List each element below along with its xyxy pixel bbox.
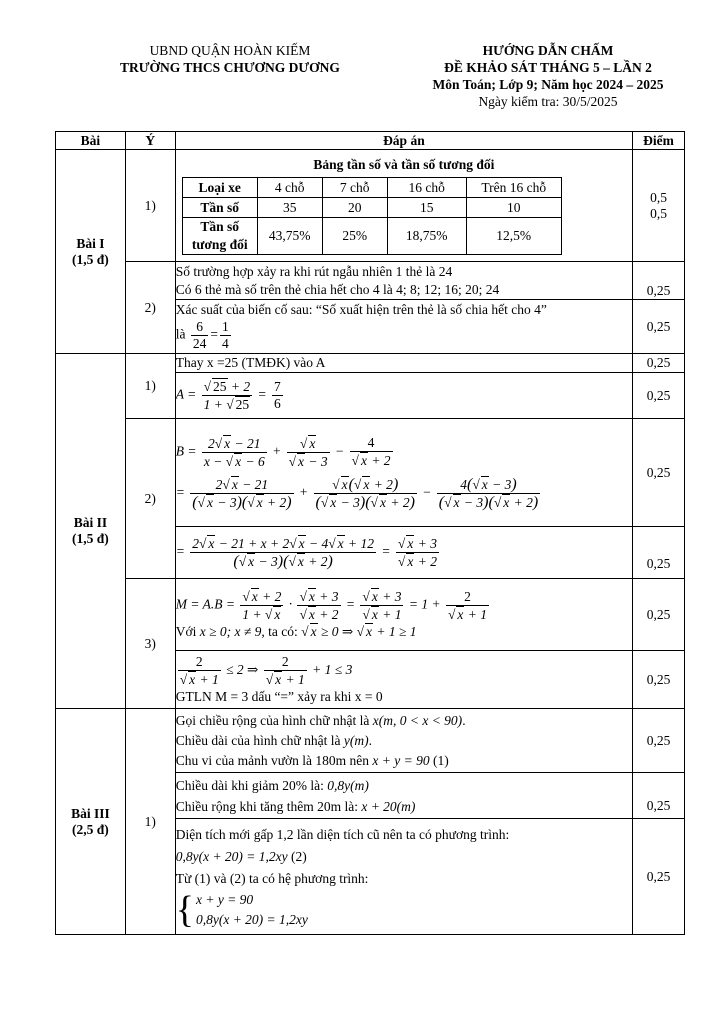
bai2-y1a-content: Thay x =25 (TMĐK) vào A (175, 354, 632, 373)
bai1-points: (1,5 đ) (72, 251, 109, 267)
bai2-y2a-score: 0,25 (633, 419, 685, 527)
bai3-a-content: Gọi chiều rộng của hình chữ nhật là x(m, 0 < x < 90). Chiều dài của hình chữ nhật là y(m). Chu vi của mảnh vườn là 180m nên x + y = 90 (1) (175, 709, 632, 773)
bai1-y2b-score: 0,25 (633, 300, 685, 354)
bai3-points: (2,5 đ) (72, 821, 109, 837)
text: Chiều rộng khi tăng thêm 20m là: (175, 798, 358, 814)
freq-row (182, 197, 561, 217)
text-line: Số trường hợp xảy ra khi rút ngẫu nhiên 1 thẻ là 24 (175, 263, 453, 279)
freq-v1: 20 (322, 197, 387, 217)
freq-v3: 10 (466, 197, 561, 217)
bai1-y1-score (633, 150, 685, 262)
col-bai: Bài (56, 132, 126, 150)
col-diem: Điểm (633, 132, 685, 150)
text-line: Diện tích mới gấp 1,2 lần diện tích cũ nên ta có phương trình: (175, 826, 510, 842)
table-header-row (56, 132, 685, 150)
col-y: Ý (125, 132, 175, 150)
score: 0,5 (650, 205, 667, 221)
text: Chiều dài khi giảm 20% là: (175, 777, 324, 793)
bai2-y1a-row (56, 354, 685, 373)
bai1-label: Bài I (76, 235, 105, 251)
bai3-label: Bài III (71, 805, 110, 821)
bai3-y1: 1) (125, 709, 175, 935)
bai1-y1-row (56, 150, 685, 262)
freq-h3: 16 chỗ (387, 177, 466, 197)
probability-formula: là $\frac{6}{24}$ = $\frac{1}{4}$ (175, 319, 229, 351)
bai2-y3a-formula: M = A.B = $\frac{√ x + 2}{1 + √ x}$ · $\frac{√ x + 3}{√ x + 2}$ = $\frac{√ x + 3}{√ x + 1}$ = 1 + $\frac{2}{√ x + 1}$ Với x ≥ 0; x ≠ 9, ta có: √ x ≥ 0 ⇒ √ x + 1 ≥ 1 (175, 579, 632, 651)
fraction: $\frac{1}{4}$ (221, 319, 229, 351)
freq-v0: 35 (257, 197, 322, 217)
text-line: GTLN M = 3 dấu “=” xảy ra khi x = 0 (175, 688, 383, 704)
exam-date: Ngày kiểm tra: 30/5/2025 (478, 94, 618, 109)
col-dap-an: Đáp án (175, 132, 632, 150)
bai3-c-score: 0,25 (633, 819, 685, 935)
bai2-y1a-score: 0,25 (633, 354, 685, 373)
bai2-y3b-content: $\frac{2}{√ x + 1}$ ≤ 2 ⇒ $\frac{2}{√ x + 1}$ + 1 ≤ 3 GTLN M = 3 dấu “=” xảy ra khi x = 0 (175, 651, 632, 709)
rel-v2: 18,75% (387, 217, 466, 254)
freq-row-label: Tần số (182, 197, 257, 217)
doc-title: HƯỚNG DẪN CHẤM (482, 43, 614, 58)
bai1-label-cell (56, 150, 126, 354)
bai2-y1b-formula: A = $\frac{√ 25 + 2}{1 + √ 25}$ = $\frac{7}{6}$ (175, 373, 632, 419)
bai2-y3b-score: 0,25 (633, 651, 685, 709)
bai2-y1b-score: 0,25 (633, 373, 685, 419)
bai3-a-row (56, 709, 685, 773)
bai2-y2b-score: 0,25 (633, 527, 685, 579)
text: Với (175, 624, 197, 639)
text-line: Từ (1) và (2) ta có hệ phương trình: (175, 870, 369, 886)
answer-table (55, 131, 685, 935)
freq-table-title: Bảng tần số và tần số tương đối (313, 156, 495, 172)
freq-h4: Trên 16 chỗ (466, 177, 561, 197)
freq-h1: 4 chỗ (257, 177, 322, 197)
district-name: UBND QUẬN HOÀN KIẾM (149, 43, 311, 58)
text: là (175, 326, 186, 342)
text-line: Xác suất của biến cố sau: “Số xuất hiện trên thẻ là số chia hết cho 4” (175, 302, 547, 317)
text: , ta có: (261, 624, 298, 639)
rel-row-label: Tần số tương đối (182, 217, 257, 254)
bai3-b-content: Chiều dài khi giảm 20% là: 0,8y(m) Chiều rộng khi tăng thêm 20m là: x + 20(m) (175, 773, 632, 819)
text: Gọi chiều rộng của hình chữ nhật là (175, 712, 370, 728)
bai2-y3: 3) (125, 579, 175, 709)
rel-v1: 25% (322, 217, 387, 254)
rel-v3: 12,5% (466, 217, 561, 254)
bai3-label-cell (56, 709, 126, 935)
bai3-a-score: 0,25 (633, 709, 685, 773)
freq-table (182, 177, 562, 255)
rel-v0: 43,75% (257, 217, 322, 254)
bai2-label: Bài II (73, 515, 108, 530)
bai3-b-score: 0,25 (633, 773, 685, 819)
bai3-c-content: Diện tích mới gấp 1,2 lần diện tích cũ nên ta có phương trình: 0,8y(x + 20) = 1,2xy (2) Từ (1) và (2) ta có hệ phương trình: { x + y = 90 0,8y(x + 20) = 1,2xy (175, 819, 632, 935)
bai2-y2a-formula: B = $\frac{2√ x - 21}{x - √ x - 6}$ + $\frac{√ x}{√ x - 3}$ − $\frac{4}{√ x + 2}$ = $\frac{2√ x - 21}{(√ x - 3)(√ x + 2)}$ + $\frac{√ x(√ x + 2)}{(√ x - 3)(√ x + 2)}$ − $\frac{4(√ x - 3)}{(√ x - 3)(√ x + 2)}$ (175, 419, 632, 527)
bai1-y2: 2) (125, 262, 175, 354)
fraction: $\frac{6}{24}$ (192, 319, 207, 351)
bai1-y2a-row (56, 262, 685, 300)
text: (2) (291, 848, 307, 864)
text: Chiều dài của hình chữ nhật là (175, 732, 341, 748)
text-line: Có 6 thẻ mà số trên thẻ chia hết cho 4 là 4; 8; 12; 16; 20; 24 (175, 281, 500, 297)
equation-system: { x + y = 90 0,8y(x + 20) = 1,2xy (175, 888, 308, 931)
bai2-y2a-row (56, 419, 685, 527)
bai2-label-cell (56, 354, 126, 709)
freq-v2: 15 (387, 197, 466, 217)
bai2-y2: 2) (125, 419, 175, 579)
bai2-y1: 1) (125, 354, 175, 419)
exam-name: ĐỀ KHẢO SÁT THÁNG 5 – LẦN 2 (444, 60, 652, 75)
subject-line: Môn Toán; Lớp 9; Năm học 2024 – 2025 (432, 77, 664, 92)
bai1-y2b-content (175, 300, 632, 354)
bai2-y2b-formula: = $\frac{2√ x - 21 + x + 2√ x - 4√ x + 12}{(√ x - 3)(√ x + 2)}$ = $\frac{√ x + 3}{√ x + 2}$ (175, 527, 632, 579)
score: 0,5 (650, 189, 667, 205)
school-header (95, 42, 365, 76)
doc-header (398, 42, 698, 110)
bai2-y3a-row (56, 579, 685, 651)
freq-h0: Loại xe (182, 177, 257, 197)
bai2-y3a-score: 0,25 (633, 579, 685, 651)
text: Chu vi của mảnh vườn là 180m nên (175, 752, 370, 768)
freq-h2: 7 chỗ (322, 177, 387, 197)
school-name: TRƯỜNG THCS CHƯƠNG DƯƠNG (120, 60, 340, 75)
rel-freq-row (182, 217, 561, 254)
bai2-points: (1,5 đ) (72, 531, 109, 546)
bai1-y2a-score: 0,25 (633, 262, 685, 300)
bai1-y1-content (175, 150, 632, 262)
bai1-y1: 1) (125, 150, 175, 262)
freq-header-row (182, 177, 561, 197)
bai1-y2a-content (175, 262, 632, 300)
